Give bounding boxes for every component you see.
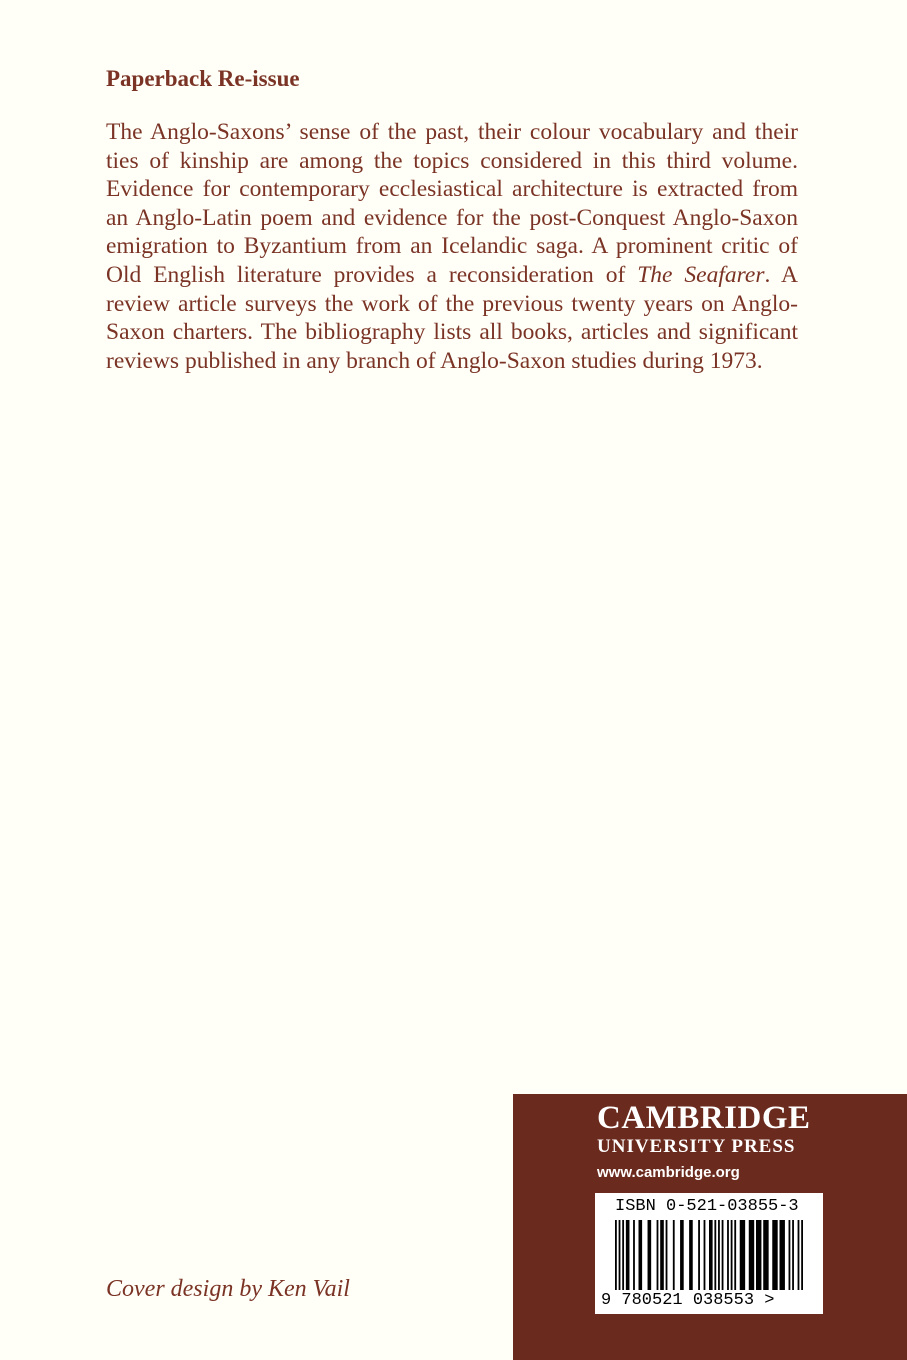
- ean-digits: 9 780521 038553 >: [601, 1291, 775, 1310]
- barcode-bar: [709, 1220, 713, 1290]
- barcode-bar: [714, 1220, 716, 1290]
- blurb-paragraph: [106, 118, 798, 375]
- publisher-subtitle: UNIVERSITY PRESS: [597, 1136, 796, 1157]
- section-heading: Paperback Re-issue: [106, 66, 300, 91]
- barcode-bar: [756, 1220, 761, 1290]
- cover-design-credit: Cover design by Ken Vail: [106, 1276, 350, 1302]
- barcode-bar: [660, 1220, 664, 1290]
- barcode-bar: [680, 1220, 684, 1290]
- publisher-panel: [513, 1094, 907, 1360]
- barcode-bar: [619, 1220, 621, 1290]
- publisher-name: CAMBRIDGE: [597, 1100, 811, 1136]
- barcode-bar: [792, 1220, 794, 1290]
- barcode-bar: [657, 1220, 659, 1290]
- barcode-bar: [626, 1220, 630, 1290]
- barcode-bar: [727, 1220, 729, 1290]
- barcode-bar: [722, 1220, 724, 1290]
- barcode-bar: [740, 1220, 745, 1290]
- barcode-bar: [704, 1220, 706, 1290]
- barcode-bar: [780, 1220, 785, 1290]
- barcode-bar: [666, 1220, 668, 1290]
- blurb-text-part-2: . A review article surveys the work of the previous twenty years on Anglo-Saxon charters. The bibliography lists all books, articles and significant reviews published in any branch of Anglo-Saxon studies during 1973.: [106, 261, 798, 374]
- barcode-box: [595, 1193, 823, 1314]
- barcode-bar: [763, 1220, 768, 1290]
- barcode-bar: [615, 1220, 617, 1290]
- barcode-bar: [698, 1220, 700, 1290]
- barcode-bar: [648, 1220, 652, 1290]
- barcode-bar: [639, 1220, 643, 1290]
- barcode-bar: [801, 1220, 803, 1290]
- barcode-bar: [749, 1220, 754, 1290]
- barcode-bar: [798, 1220, 800, 1290]
- barcode-bar: [789, 1220, 791, 1290]
- barcode-bar: [622, 1220, 624, 1290]
- barcode-bar: [718, 1220, 720, 1290]
- barcode-bar: [734, 1220, 736, 1290]
- publisher-url: www.cambridge.org: [597, 1164, 740, 1181]
- blurb-text-part-1: The Anglo-Saxons’ sense of the past, their colour vocabulary and their ties of kinship are among the topics considered in this third volume. Evidence for contemporary ecclesiastical architecture is extracted from an Anglo-Latin poem and evidence for the post-Conquest Anglo-Saxon emigration to Byzantium from an Icelandic saga. A prominent critic of Old English literature provides a reconsideration of: [106, 119, 798, 288]
- isbn-label: ISBN 0-521-03855-3: [615, 1197, 799, 1216]
- barcode-bar: [689, 1220, 693, 1290]
- barcode-bar: [772, 1220, 777, 1290]
- blurb-work-title: The Seafarer: [637, 261, 765, 288]
- barcode-bar: [731, 1220, 733, 1290]
- barcode-bar: [673, 1220, 675, 1290]
- barcode-bar: [633, 1220, 635, 1290]
